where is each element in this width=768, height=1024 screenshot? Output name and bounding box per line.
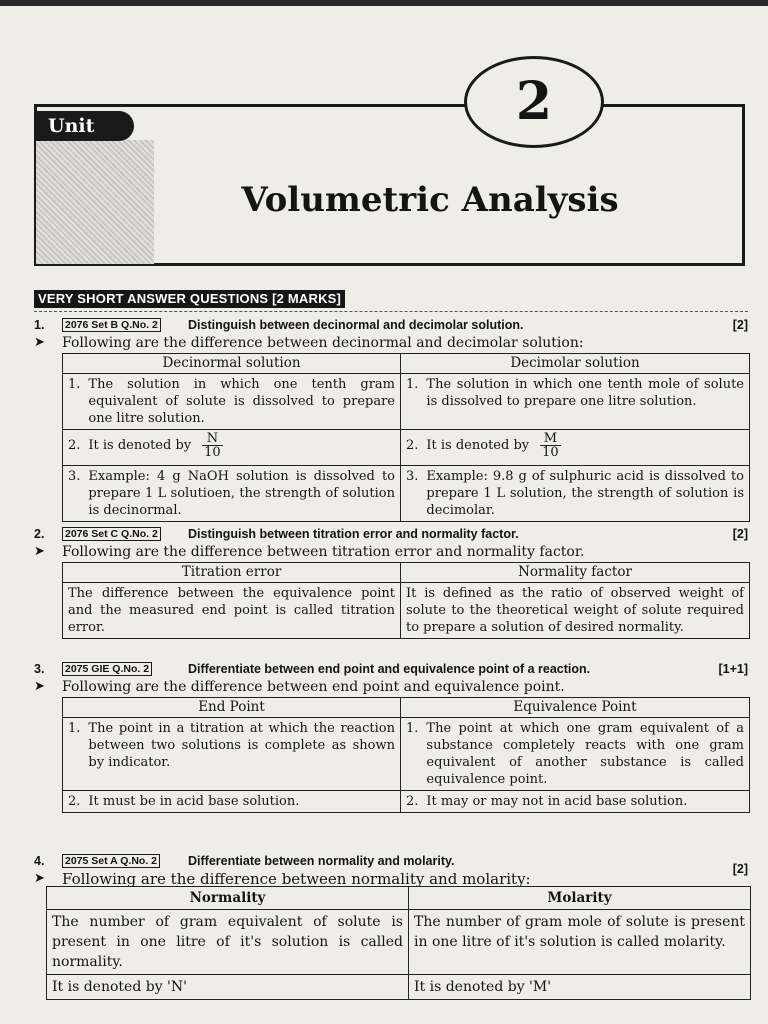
answer-arrow-icon: ➤ (34, 335, 45, 350)
comparison-table-2 (62, 562, 750, 639)
item-text: It must be in acid base solution. (88, 794, 300, 809)
question-marks: [2] (732, 862, 748, 876)
answer-intro-text: Following are the difference between normality and molarity: (62, 870, 531, 888)
unit-number: 2 (515, 71, 553, 132)
table-cell (401, 791, 750, 813)
item-text: The solution in which one tenth gram equivalent of solute is dissolved to prepare one litre solution. (88, 377, 395, 426)
question-number: 4. (34, 854, 45, 868)
comparison-table-1 (62, 353, 750, 522)
fraction-denominator: 10 (204, 445, 221, 460)
question-4 (34, 852, 748, 876)
table-header: Decimolar solution (401, 354, 750, 374)
item-text: The solution in which one tenth mole of solute is dissolved to prepare one litre solution. (426, 377, 744, 409)
question-text: Distinguish between titration error and normality factor. (188, 527, 519, 541)
question-3 (34, 660, 748, 678)
question-source-tag: 2076 Set C Q.No. 2 (62, 527, 161, 541)
table-cell (47, 910, 409, 975)
table-cell (401, 466, 750, 522)
table-row (63, 791, 750, 813)
item-text: The point at which one gram equivalent of a substance completely reacts with one gram equivalent of another substance is called equivalence point. (426, 721, 744, 787)
question-source-tag: 2075 GIE Q.No. 2 (62, 662, 152, 676)
item-number: 1. (406, 377, 419, 392)
fraction (540, 432, 561, 459)
table-cell (409, 975, 751, 1000)
table-row (63, 718, 750, 791)
table-cell (409, 910, 751, 975)
table-row (63, 583, 750, 639)
question-marks: [2] (732, 527, 748, 541)
table-header: Normality (47, 887, 409, 910)
unit-number-circle (464, 56, 604, 148)
table-header-row (63, 563, 750, 583)
question-text: Distinguish between decinormal and decimolar solution. (188, 318, 524, 332)
fraction (202, 432, 223, 459)
table-header-row (47, 887, 751, 910)
fraction-numerator: N (202, 432, 223, 446)
unit-label: Unit (36, 111, 134, 141)
item-text: The number of gram mole of solute is present in one litre of it's solution is called molarity. (414, 914, 745, 950)
table-cell (401, 583, 750, 639)
item-text: It is denoted by (426, 438, 530, 453)
table-row (63, 374, 750, 430)
answer-intro-3 (34, 678, 748, 696)
unit-shaded-panel (36, 140, 154, 264)
answer-arrow-icon: ➤ (34, 871, 45, 886)
item-number: 1. (406, 721, 419, 736)
item-text: Example: 4 g NaOH solution is dissolved to prepare 1 L solutioen, the strength of solution is decinormal. (88, 469, 395, 518)
table-cell (63, 583, 401, 639)
answer-intro-text: Following are the difference between titration error and normality factor. (62, 544, 585, 560)
item-text: It may or may not in acid base solution. (426, 794, 688, 809)
question-source-tag: 2076 Set B Q.No. 2 (62, 318, 161, 332)
answer-arrow-icon: ➤ (34, 544, 45, 559)
table-header: Decinormal solution (63, 354, 401, 374)
question-source-tag: 2075 Set A Q.No. 2 (62, 854, 160, 868)
table-row (47, 975, 751, 1000)
chapter-title: Volumetric Analysis (241, 180, 619, 220)
table-cell (63, 791, 401, 813)
question-text: Differentiate between normality and molarity. (188, 854, 455, 868)
table-cell (401, 430, 750, 466)
item-number: 2. (68, 438, 81, 453)
fraction-numerator: M (540, 432, 561, 446)
table-row (47, 910, 751, 975)
item-text: It is denoted by 'N' (52, 979, 188, 995)
table-cell (63, 718, 401, 791)
item-number: 2. (406, 794, 419, 809)
table-cell (47, 975, 409, 1000)
item-text: Example: 9.8 g of sulphuric acid is dissolved to prepare 1 L solution, the strength of solution is decimolar. (426, 469, 744, 518)
section-heading: VERY SHORT ANSWER QUESTIONS [2 MARKS] (34, 290, 345, 308)
item-number: 1. (68, 721, 81, 736)
item-text: It is defined as the ratio of observed weight of solute to the theoretical weight of solute required to prepare a solution of desired normality. (406, 586, 744, 635)
table-header: Molarity (409, 887, 751, 910)
question-2 (34, 525, 748, 543)
item-number: 1. (68, 377, 81, 392)
table-cell (63, 466, 401, 522)
comparison-table-3 (62, 697, 750, 813)
question-number: 2. (34, 527, 45, 541)
answer-intro-text: Following are the difference between end point and equivalence point. (62, 679, 565, 695)
section-rule (34, 311, 748, 312)
item-text: It is denoted by (88, 438, 192, 453)
item-text: The point in a titration at which the reaction between two solutions is complete as shown by indicator. (88, 721, 395, 770)
item-number: 2. (406, 438, 419, 453)
answer-intro-1 (34, 334, 748, 352)
table-cell (63, 430, 401, 466)
item-number: 3. (68, 469, 81, 484)
question-1 (34, 316, 748, 334)
answer-intro-text: Following are the difference between decinormal and decimolar solution: (62, 335, 584, 351)
table-cell (63, 374, 401, 430)
comparison-table-4 (46, 886, 751, 1000)
item-text: The number of gram equivalent of solute is present in one litre of it's solution is called normality. (52, 914, 403, 970)
page-top-edge (0, 0, 768, 6)
fraction-denominator: 10 (542, 445, 559, 460)
table-header-row (63, 698, 750, 718)
table-cell (401, 374, 750, 430)
item-text: The difference between the equivalence point and the measured end point is called titration error. (68, 586, 395, 635)
table-header: Titration error (63, 563, 401, 583)
answer-intro-2 (34, 543, 748, 561)
answer-arrow-icon: ➤ (34, 679, 45, 694)
question-marks: [1+1] (718, 662, 748, 676)
question-number: 3. (34, 662, 45, 676)
question-number: 1. (34, 318, 45, 332)
table-header: End Point (63, 698, 401, 718)
table-row (63, 430, 750, 466)
item-text: It is denoted by 'M' (414, 979, 552, 995)
question-marks: [2] (732, 318, 748, 332)
table-cell (401, 718, 750, 791)
question-text: Differentiate between end point and equivalence point of a reaction. (188, 662, 591, 676)
item-number: 2. (68, 794, 81, 809)
table-row (63, 466, 750, 522)
item-number: 3. (406, 469, 419, 484)
table-header-row (63, 354, 750, 374)
table-header: Equivalence Point (401, 698, 750, 718)
table-header: Normality factor (401, 563, 750, 583)
